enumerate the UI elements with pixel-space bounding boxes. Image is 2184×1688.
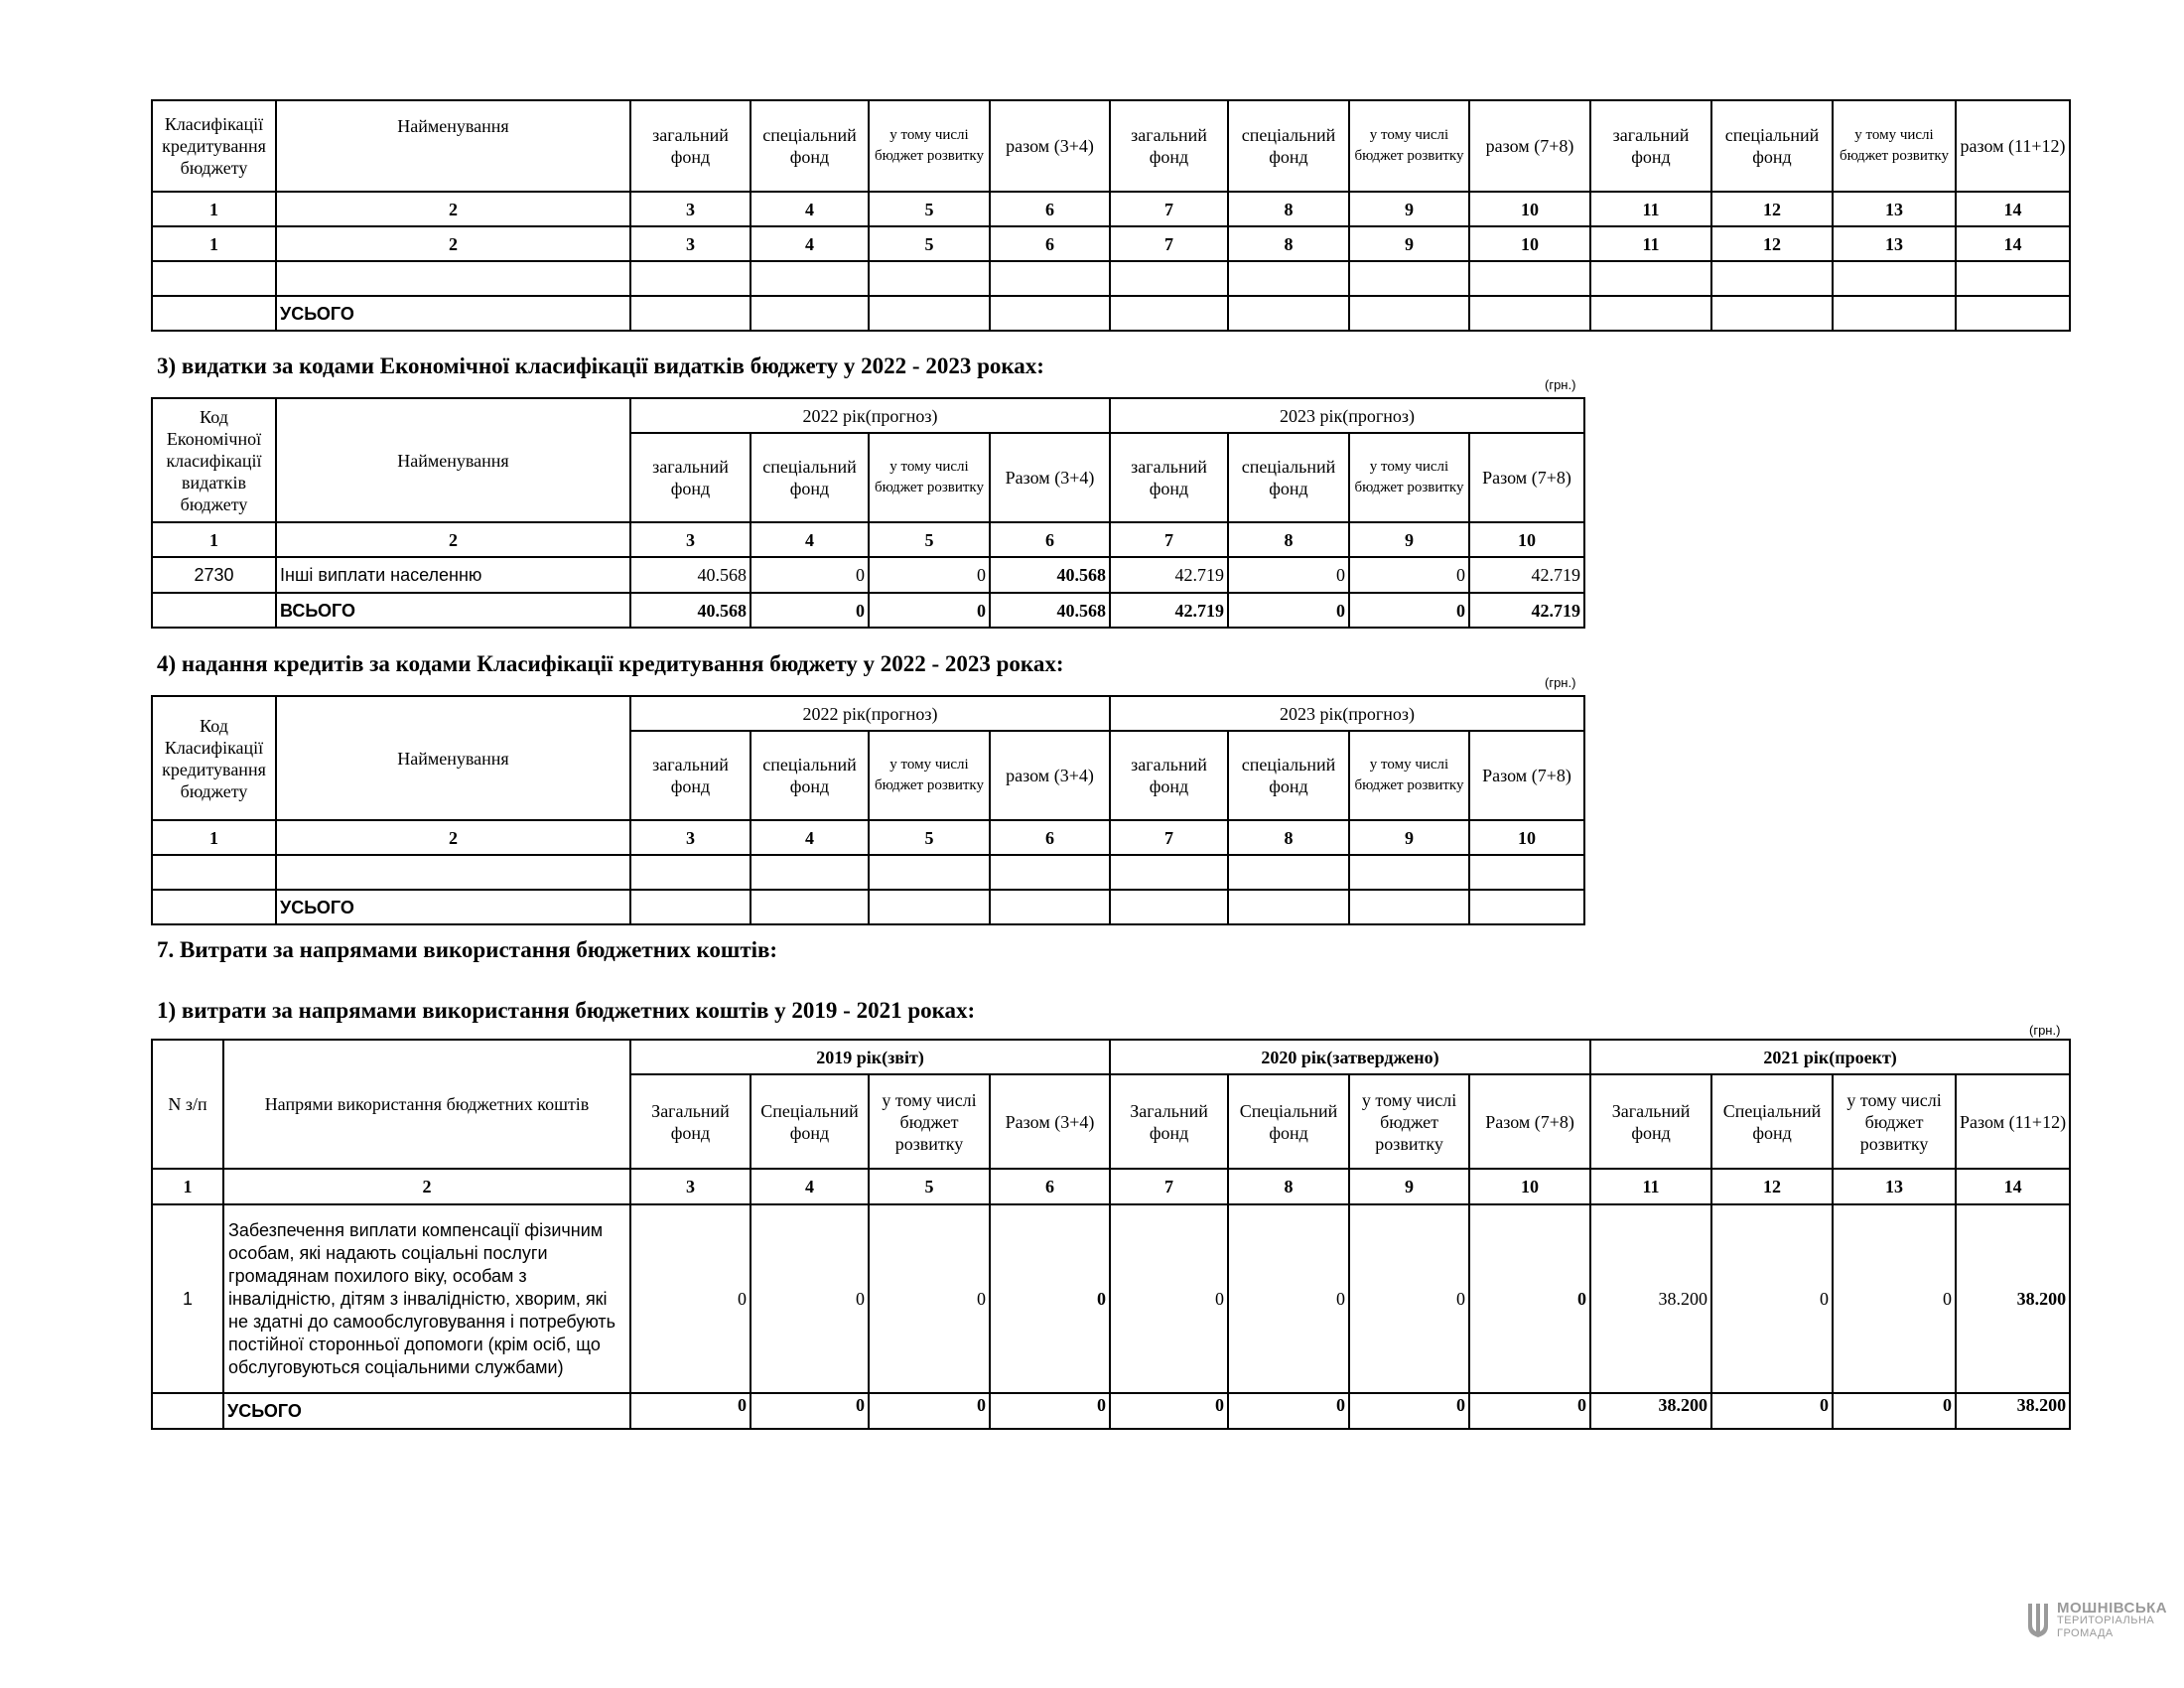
value-cell: 0 — [751, 557, 869, 593]
header-cell: N з/п — [152, 1040, 223, 1169]
column-number: 6 — [990, 522, 1110, 557]
column-number: 7 — [1110, 1169, 1228, 1204]
section-7-heading: 7. Витрати за напрямами використання бюджетних коштів: — [157, 937, 778, 962]
column-number: 14 — [1956, 1169, 2070, 1204]
header-cell: загальний фонд — [1590, 100, 1711, 192]
row-name: Інші виплати населенню — [276, 557, 630, 593]
total-label: УСЬОГО — [276, 296, 630, 331]
total-value: 0 — [751, 593, 869, 628]
column-number: 8 — [1228, 522, 1349, 557]
column-number-row — [152, 1169, 2070, 1204]
logo-text — [2057, 1599, 2168, 1640]
total-value: 0 — [990, 1393, 1110, 1429]
column-number: 5 — [869, 226, 990, 261]
column-number: 6 — [990, 226, 1110, 261]
column-number: 6 — [990, 820, 1110, 855]
header-cell: загальний фонд — [630, 731, 751, 820]
header-cell: Найменування — [276, 398, 630, 522]
community-logo — [2025, 1601, 2167, 1640]
year-header: 2023 рік(прогноз) — [1110, 696, 1584, 731]
column-number: 2 — [276, 226, 630, 261]
header-cell: Разом (7+8) — [1469, 731, 1584, 820]
row-description: Забезпечення виплати компенсації фізичним особам, які надають соціальні послуги громадянам похилого віку, особам з інвалідністю, дітям з інвалідністю, хворим, які не здатні до самообслуговування і потребують постійної сторонньої допомоги (крім осіб, що обслуговуються соціальними службами) — [223, 1204, 630, 1393]
trident-icon — [2025, 1601, 2051, 1640]
column-number: 11 — [1590, 226, 1711, 261]
value-cell: 40.568 — [630, 557, 751, 593]
header-cell: разом (3+4) — [990, 731, 1110, 820]
header-cell: загальний фонд — [630, 100, 751, 192]
column-number: 4 — [751, 1169, 869, 1204]
total-value: 0 — [1349, 593, 1469, 628]
value-cell: 38.200 — [1956, 1204, 2070, 1393]
value-cell: 0 — [630, 1204, 751, 1393]
value-cell: 0 — [1349, 1204, 1469, 1393]
row-number: 1 — [152, 1204, 223, 1393]
header-cell: у тому числі бюджет розвитку — [869, 433, 990, 522]
column-number: 8 — [1228, 192, 1349, 226]
table-row-total — [152, 296, 2070, 331]
section-4-heading: 4) надання кредитів за кодами Класифікації кредитування бюджету у 2022 - 2023 роках: — [157, 651, 1064, 676]
total-value: 0 — [1469, 1393, 1590, 1429]
year-header: 2020 рік(затверджено) — [1110, 1040, 1590, 1074]
header-cell: Код Економічної класифікації видатків бюджету — [152, 398, 276, 522]
logo-line: МОШНІВСЬКА — [2057, 1599, 2168, 1617]
column-number: 1 — [152, 820, 276, 855]
column-number: 4 — [751, 226, 869, 261]
column-number: 2 — [276, 820, 630, 855]
header-cell: спеціальний фонд — [751, 731, 869, 820]
section-3-heading: 3) видатки за кодами Економічної класифікації видатків бюджету у 2022 - 2023 роках: — [157, 353, 1044, 378]
total-value: 40.568 — [990, 593, 1110, 628]
column-number: 1 — [152, 1169, 223, 1204]
value-cell: 38.200 — [1590, 1204, 1711, 1393]
year-header: 2023 рік(прогноз) — [1110, 398, 1584, 433]
header-cell: Код Класифікації кредитування бюджету — [152, 696, 276, 820]
credit-classification-table — [151, 695, 1585, 925]
total-label: УСЬОГО — [223, 1393, 630, 1429]
column-number: 9 — [1349, 1169, 1469, 1204]
year-header: 2021 рік(проект) — [1590, 1040, 2070, 1074]
column-number: 7 — [1110, 820, 1228, 855]
credit-table-continuation — [151, 99, 2071, 332]
column-number: 10 — [1469, 522, 1584, 557]
year-header: 2022 рік(прогноз) — [630, 696, 1110, 731]
column-number: 3 — [630, 522, 751, 557]
column-number: 7 — [1110, 226, 1228, 261]
value-cell: 0 — [1469, 1204, 1590, 1393]
header-cell: Спеціальний фонд — [1711, 1074, 1833, 1169]
column-number: 2 — [223, 1169, 630, 1204]
header-cell: спеціальний фонд — [751, 433, 869, 522]
header-cell: загальний фонд — [630, 433, 751, 522]
total-value: 38.200 — [1956, 1393, 2070, 1429]
total-value: 0 — [751, 1393, 869, 1429]
value-cell: 0 — [1228, 557, 1349, 593]
column-number: 7 — [1110, 192, 1228, 226]
expenditure-directions-table — [151, 1039, 2071, 1430]
header-cell: у тому числі бюджет розвитку — [869, 100, 990, 192]
column-number: 4 — [751, 522, 869, 557]
header-cell: загальний фонд — [1110, 100, 1228, 192]
value-cell: 40.568 — [990, 557, 1110, 593]
value-cell: 0 — [990, 1204, 1110, 1393]
table-row-empty — [152, 261, 2070, 296]
total-value: 42.719 — [1110, 593, 1228, 628]
total-label: УСЬОГО — [276, 890, 630, 924]
column-number-row — [152, 192, 2070, 226]
header-cell: спеціальний фонд — [1228, 433, 1349, 522]
total-value: 0 — [1711, 1393, 1833, 1429]
column-number: 10 — [1469, 226, 1590, 261]
value-cell: 0 — [1833, 1204, 1956, 1393]
table-row — [152, 1204, 2070, 1393]
table-header-row — [152, 1040, 2070, 1074]
header-cell: у тому числі бюджет розвитку — [869, 1074, 990, 1169]
unit-label: (грн.) — [1545, 377, 1576, 392]
total-value: 0 — [1833, 1393, 1956, 1429]
total-value: 0 — [1349, 1393, 1469, 1429]
column-number-row — [152, 820, 1584, 855]
header-cell: разом (3+4) — [990, 100, 1110, 192]
table-row-total — [152, 593, 1584, 628]
header-cell: разом (7+8) — [1469, 100, 1590, 192]
table-header-row — [152, 696, 1584, 731]
column-number-row — [152, 226, 2070, 261]
value-cell: 42.719 — [1469, 557, 1584, 593]
total-value: 0 — [869, 1393, 990, 1429]
column-number: 8 — [1228, 820, 1349, 855]
header-cell: Класифікації кредитування бюджету — [152, 100, 276, 192]
header-cell: загальний фонд — [1110, 433, 1228, 522]
column-number: 13 — [1833, 1169, 1956, 1204]
header-cell: у тому числі бюджет розвитку — [1833, 1074, 1956, 1169]
header-cell: у тому числі бюджет розвитку — [869, 731, 990, 820]
column-number: 5 — [869, 522, 990, 557]
header-cell: Разом (7+8) — [1469, 433, 1584, 522]
column-number: 4 — [751, 192, 869, 226]
column-number: 10 — [1469, 1169, 1590, 1204]
column-number: 10 — [1469, 192, 1590, 226]
column-number: 14 — [1956, 192, 2070, 226]
column-number: 1 — [152, 192, 276, 226]
expenditure-economic-table — [151, 397, 1585, 629]
total-value: 0 — [1110, 1393, 1228, 1429]
year-header: 2022 рік(прогноз) — [630, 398, 1110, 433]
logo-line: ТЕРИТОРІАЛЬНА — [2057, 1614, 2155, 1626]
value-cell: 0 — [1110, 1204, 1228, 1393]
column-number: 5 — [869, 192, 990, 226]
header-cell: Разом (7+8) — [1469, 1074, 1590, 1169]
column-number-row — [152, 522, 1584, 557]
total-value: 0 — [869, 593, 990, 628]
header-cell: спеціальний фонд — [751, 100, 869, 192]
table-row-total — [152, 890, 1584, 924]
column-number: 6 — [990, 192, 1110, 226]
header-cell: Спеціальний фонд — [1228, 1074, 1349, 1169]
header-cell: спеціальний фонд — [1711, 100, 1833, 192]
column-number: 8 — [1228, 226, 1349, 261]
header-cell: Найменування — [276, 100, 630, 192]
header-cell: Разом (11+12) — [1956, 1074, 2070, 1169]
unit-label: (грн.) — [1545, 675, 1576, 690]
total-value: 38.200 — [1590, 1393, 1711, 1429]
header-cell: у тому числі бюджет розвитку — [1349, 731, 1469, 820]
header-cell: у тому числі бюджет розвитку — [1349, 433, 1469, 522]
header-cell: у тому числі бюджет розвитку — [1349, 1074, 1469, 1169]
value-cell: 0 — [869, 1204, 990, 1393]
value-cell: 42.719 — [1110, 557, 1228, 593]
value-cell: 0 — [1711, 1204, 1833, 1393]
table-row-empty — [152, 855, 1584, 890]
total-value: 42.719 — [1469, 593, 1584, 628]
column-number: 5 — [869, 820, 990, 855]
header-cell: Спеціальний фонд — [751, 1074, 869, 1169]
column-number: 7 — [1110, 522, 1228, 557]
column-number: 4 — [751, 820, 869, 855]
column-number: 9 — [1349, 522, 1469, 557]
column-number: 12 — [1711, 1169, 1833, 1204]
column-number: 5 — [869, 1169, 990, 1204]
value-cell: 0 — [751, 1204, 869, 1393]
column-number: 11 — [1590, 192, 1711, 226]
column-number: 9 — [1349, 820, 1469, 855]
header-cell: разом (11+12) — [1956, 100, 2070, 192]
header-cell: у тому числі бюджет розвитку — [1833, 100, 1956, 192]
total-value: 0 — [630, 1393, 751, 1429]
table-row — [152, 557, 1584, 593]
column-number: 13 — [1833, 192, 1956, 226]
column-number: 12 — [1711, 226, 1833, 261]
header-cell: спеціальний фонд — [1228, 100, 1349, 192]
header-cell: Загальний фонд — [1590, 1074, 1711, 1169]
section-7-subheading: 1) витрати за напрямами використання бюджетних коштів у 2019 - 2021 роках: — [157, 998, 976, 1023]
header-cell: Загальний фонд — [630, 1074, 751, 1169]
column-number: 12 — [1711, 192, 1833, 226]
header-cell: Загальний фонд — [1110, 1074, 1228, 1169]
column-number: 1 — [152, 226, 276, 261]
header-cell: Найменування — [276, 696, 630, 820]
column-number: 3 — [630, 226, 751, 261]
column-number: 13 — [1833, 226, 1956, 261]
column-number: 14 — [1956, 226, 2070, 261]
total-value: 0 — [1228, 593, 1349, 628]
column-number: 11 — [1590, 1169, 1711, 1204]
column-number: 2 — [276, 522, 630, 557]
column-number: 8 — [1228, 1169, 1349, 1204]
table-header-row — [152, 100, 2070, 192]
header-cell: Напрями використання бюджетних коштів — [223, 1040, 630, 1169]
header-cell: Разом (3+4) — [990, 1074, 1110, 1169]
year-header: 2019 рік(звіт) — [630, 1040, 1110, 1074]
header-cell: загальний фонд — [1110, 731, 1228, 820]
value-cell: 0 — [869, 557, 990, 593]
total-value: 0 — [1228, 1393, 1349, 1429]
column-number: 9 — [1349, 192, 1469, 226]
economic-code: 2730 — [152, 557, 276, 593]
value-cell: 0 — [1349, 557, 1469, 593]
column-number: 10 — [1469, 820, 1584, 855]
column-number: 3 — [630, 820, 751, 855]
column-number: 9 — [1349, 226, 1469, 261]
header-cell: Разом (3+4) — [990, 433, 1110, 522]
logo-line: ГРОМАДА — [2057, 1626, 2114, 1639]
column-number: 3 — [630, 192, 751, 226]
unit-label: (грн.) — [2029, 1023, 2061, 1038]
column-number: 2 — [276, 192, 630, 226]
header-cell: спеціальний фонд — [1228, 731, 1349, 820]
header-cell: у тому числі бюджет розвитку — [1349, 100, 1469, 192]
value-cell: 0 — [1228, 1204, 1349, 1393]
table-row-total — [152, 1393, 2070, 1429]
column-number: 6 — [990, 1169, 1110, 1204]
table-header-row — [152, 398, 1584, 433]
column-number: 3 — [630, 1169, 751, 1204]
column-number: 1 — [152, 522, 276, 557]
total-value: 40.568 — [630, 593, 751, 628]
total-label: ВСЬОГО — [276, 593, 630, 628]
